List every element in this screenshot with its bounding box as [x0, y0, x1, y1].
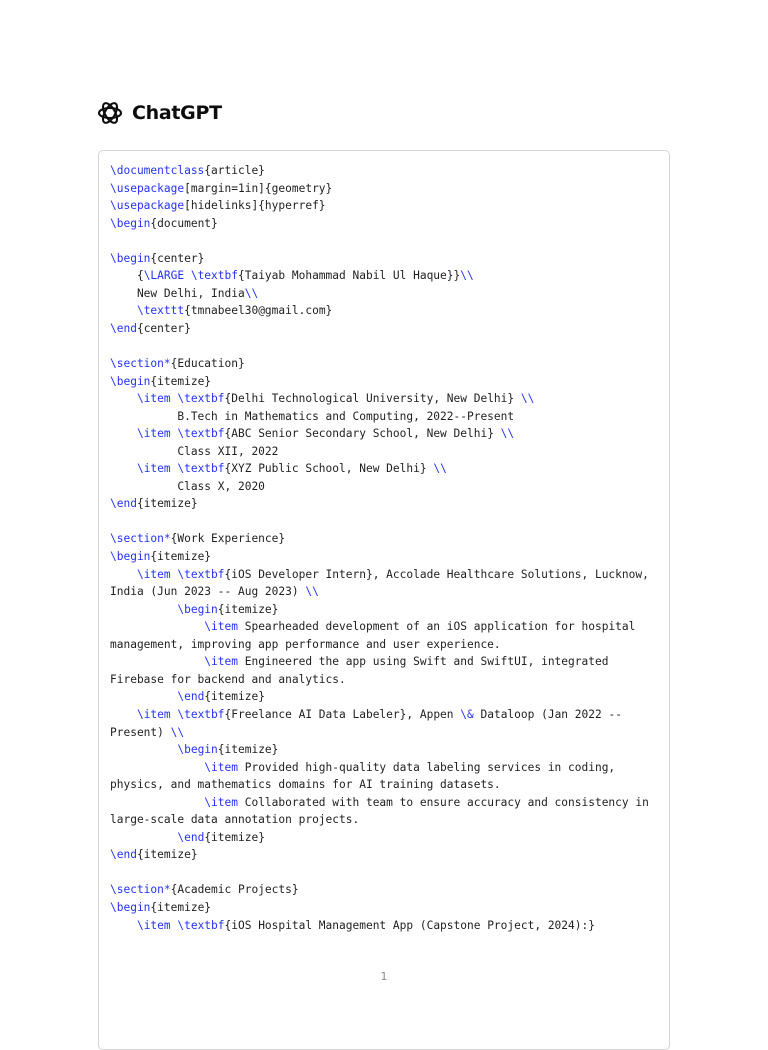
- code-text: [110, 392, 137, 405]
- code-text: {Taiyab Mohammad Nabil Ul Haque}}: [237, 269, 461, 283]
- code-text: [110, 831, 177, 844]
- code-text: Class XII, 2022: [110, 444, 279, 458]
- code-line: [110, 337, 665, 355]
- code-text: {iOS Hospital Management App (Capstone Project, 2024):}: [224, 918, 595, 932]
- code-text: New Delhi, India: [110, 286, 245, 300]
- code-line: [110, 864, 665, 882]
- code-line: [110, 250, 665, 268]
- code-text: [110, 796, 204, 809]
- code-line: [110, 899, 665, 917]
- code-text: [110, 620, 204, 633]
- code-text: {itemize}: [136, 497, 198, 511]
- code-keyword: \usepackage: [110, 199, 185, 213]
- code-text: {itemize}: [217, 602, 279, 616]
- code-text: [110, 603, 177, 616]
- code-line: [110, 408, 665, 426]
- code-line: [110, 162, 665, 180]
- code-text: {itemize}: [150, 900, 212, 914]
- code-keyword: \item \textbf: [136, 392, 225, 406]
- code-line: [110, 285, 665, 303]
- code-text: [110, 919, 137, 932]
- code-text: [110, 690, 177, 703]
- code-keyword: \\: [170, 725, 185, 739]
- code-text: large-scale data annotation projects.: [110, 813, 360, 827]
- code-keyword: \\: [244, 286, 259, 300]
- code-keyword: \section*: [110, 357, 171, 371]
- code-line: [110, 566, 665, 584]
- code-keyword: \item \textbf: [136, 918, 225, 932]
- code-keyword: \begin: [110, 251, 151, 265]
- code-line: [110, 197, 665, 215]
- openai-logo-icon: [97, 100, 123, 126]
- code-text: {itemize}: [204, 830, 265, 844]
- code-line: [110, 548, 665, 566]
- code-line: [110, 513, 665, 531]
- code-line: [110, 425, 665, 443]
- code-line: [110, 724, 665, 742]
- code-line: [110, 443, 665, 461]
- code-text: [110, 427, 137, 440]
- code-text: {Work Experience}: [170, 532, 286, 546]
- code-text: Provided high-quality data labeling services in coding,: [237, 760, 616, 774]
- code-text: {document}: [150, 216, 218, 230]
- code-keyword: \usepackage: [110, 181, 185, 195]
- code-keyword: \\: [520, 392, 535, 406]
- code-keyword: \&: [460, 707, 474, 721]
- code-line: [110, 601, 665, 619]
- page-number: 1: [380, 970, 388, 983]
- code-line: [110, 478, 665, 496]
- code-line: [110, 618, 665, 636]
- code-line: [110, 846, 665, 864]
- code-line: [110, 267, 665, 285]
- code-text: [110, 761, 204, 774]
- code-text: {center}: [150, 251, 205, 265]
- code-text: Dataloop (Jan 2022 --: [473, 707, 622, 721]
- code-line: [110, 759, 665, 777]
- code-text: physics, and mathematics domains for AI training datasets.: [110, 778, 501, 792]
- code-keyword: \documentclass: [110, 164, 205, 177]
- code-line: [110, 829, 665, 847]
- code-line: [110, 653, 665, 671]
- code-keyword: \end: [110, 497, 137, 511]
- code-keyword: \item \textbf: [136, 427, 225, 441]
- code-keyword: \item \textbf: [136, 567, 225, 581]
- code-line: [110, 917, 665, 935]
- code-keyword: \item: [204, 760, 238, 774]
- code-keyword: \item: [204, 655, 238, 669]
- code-line: [110, 180, 665, 198]
- code-text: {ABC Senior Secondary School, New Delhi}: [224, 427, 501, 441]
- code-text: {Education}: [170, 357, 245, 371]
- code-text: {itemize}: [150, 374, 212, 388]
- code-keyword: \item: [204, 795, 238, 809]
- code-keyword: \texttt: [136, 304, 185, 318]
- code-text: {: [110, 269, 144, 283]
- code-text: [110, 708, 137, 721]
- code-keyword: \begin: [110, 900, 151, 914]
- latex-code: [110, 162, 665, 934]
- code-text: [110, 743, 177, 756]
- code-keyword: \item \textbf: [136, 707, 225, 721]
- code-text: Spearheaded development of an iOS application for hospital: [237, 620, 636, 634]
- code-text: [margin=1in]{geometry}: [184, 181, 333, 195]
- code-text: {itemize}: [217, 743, 279, 757]
- code-text: [110, 304, 137, 317]
- code-keyword: \\: [433, 462, 447, 476]
- code-text: [110, 568, 137, 581]
- code-line: [110, 688, 665, 706]
- code-text: management, improving app performance and user experience.: [110, 637, 501, 651]
- code-line: [110, 583, 665, 601]
- code-line: [110, 530, 665, 548]
- code-keyword: \begin: [177, 743, 218, 757]
- code-text: [hidelinks]{hyperref}: [184, 199, 326, 213]
- code-text: {Delhi Technological University, New Delhi}: [224, 392, 521, 406]
- code-text: B.Tech in Mathematics and Computing, 2022--Present: [110, 409, 515, 423]
- code-text: {itemize}: [136, 848, 198, 862]
- code-text: Collaborated with team to ensure accuracy and consistency in: [237, 795, 649, 809]
- code-line: [110, 776, 665, 794]
- chatgpt-header: [97, 100, 222, 126]
- code-text: {center}: [136, 321, 191, 335]
- code-keyword: \item \textbf: [136, 462, 225, 476]
- code-text: {Academic Projects}: [170, 883, 299, 897]
- code-line: [110, 706, 665, 724]
- code-line: [110, 215, 665, 233]
- code-text: {XYZ Public School, New Delhi}: [224, 462, 434, 476]
- code-line: [110, 811, 665, 829]
- code-keyword: \begin: [110, 374, 151, 388]
- code-keyword: \end: [177, 690, 205, 704]
- code-line: [110, 320, 665, 338]
- code-keyword: \\: [305, 585, 319, 599]
- code-text: Engineered the app using Swift and SwiftUI, integrated: [237, 655, 609, 669]
- brand-title: ChatGPT: [132, 102, 222, 124]
- code-line: [110, 671, 665, 689]
- code-line: [110, 881, 665, 899]
- code-text: {tmnabeel30@gmail.com}: [184, 304, 333, 318]
- code-text: India (Jun 2023 -- Aug 2023): [110, 585, 306, 599]
- code-text: Present): [110, 725, 171, 739]
- code-keyword: \begin: [110, 216, 151, 230]
- code-keyword: \begin: [110, 550, 151, 564]
- code-line: [110, 302, 665, 320]
- code-line: [110, 390, 665, 408]
- code-text: {itemize}: [204, 690, 265, 704]
- code-text: [110, 655, 204, 668]
- code-keyword: \end: [110, 848, 137, 862]
- code-keyword: \section*: [110, 883, 171, 897]
- code-keyword: \\: [460, 269, 474, 283]
- code-keyword: \end: [110, 321, 137, 335]
- code-keyword: \\: [500, 427, 515, 441]
- code-line: [110, 373, 665, 391]
- code-keyword: \item: [204, 620, 238, 634]
- code-line: [110, 741, 665, 759]
- code-text: {iOS Developer Intern}, Accolade Healthcare Solutions, Lucknow,: [224, 567, 649, 581]
- code-text: {itemize}: [150, 550, 212, 564]
- code-line: [110, 460, 665, 478]
- code-text: {Freelance AI Data Labeler}, Appen: [224, 707, 461, 721]
- code-text: Class X, 2020: [110, 479, 265, 493]
- code-line: [110, 495, 665, 513]
- code-line: [110, 355, 665, 373]
- code-keyword: \end: [177, 830, 205, 844]
- code-text: {article}: [204, 164, 265, 177]
- code-text: Firebase for backend and analytics.: [110, 672, 346, 686]
- code-line: [110, 794, 665, 812]
- code-line: [110, 232, 665, 250]
- code-line: [110, 636, 665, 654]
- code-keyword: \LARGE \textbf: [143, 269, 238, 283]
- code-keyword: \begin: [177, 602, 218, 616]
- code-text: [110, 462, 137, 475]
- code-keyword: \section*: [110, 532, 171, 546]
